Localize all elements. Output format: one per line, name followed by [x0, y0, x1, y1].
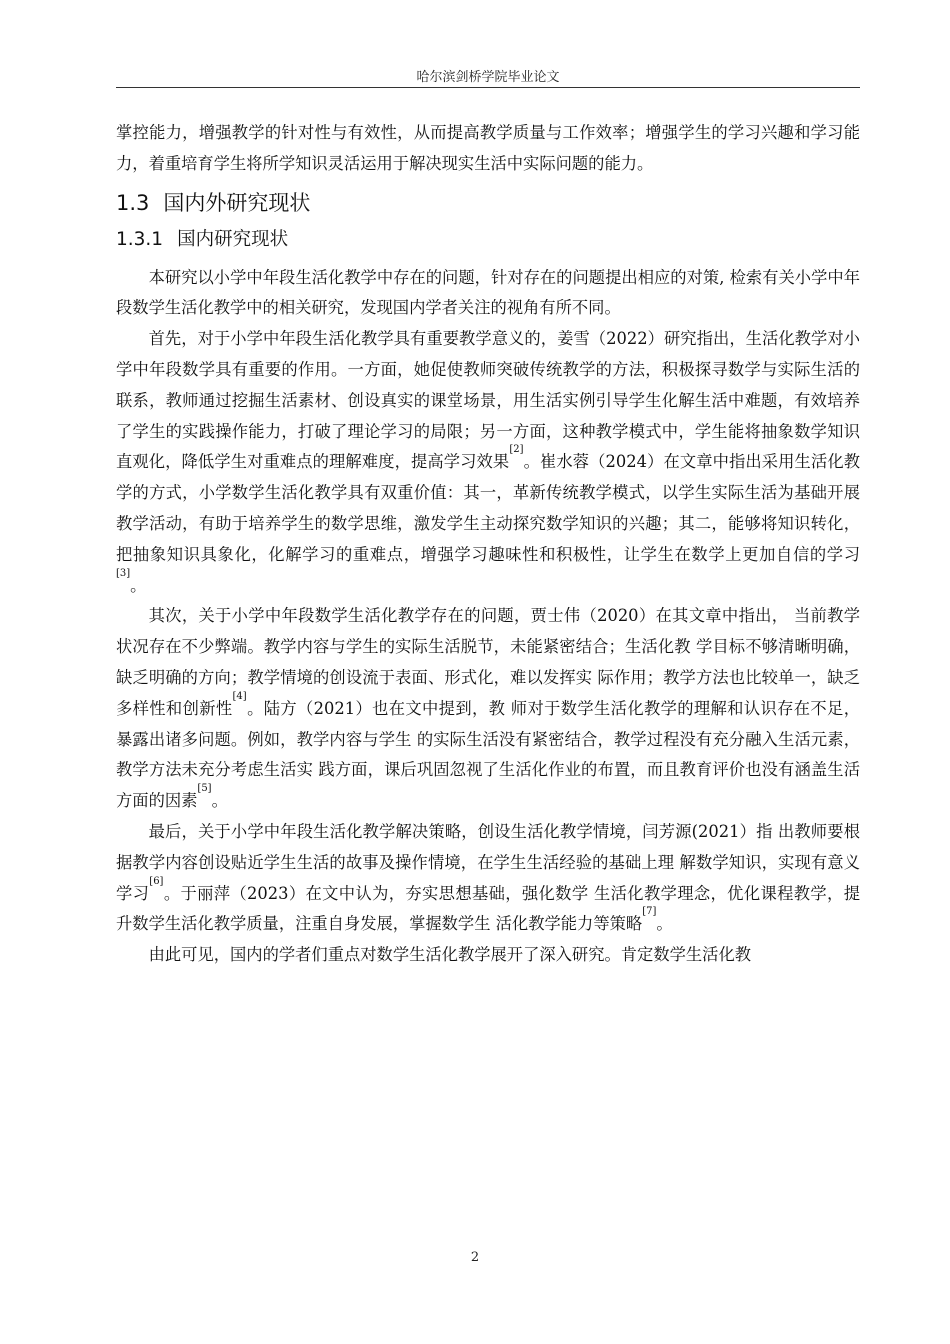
citation-ref: [4] — [232, 690, 247, 702]
paragraph-continued: 掌控能力，增强教学的针对性与有效性，从而提高教学质量与工作效率；增强学生的学习兴趣和学习能力，着重培育学生将所学知识灵活运用于解决现实生活中实际问题的能力。 — [116, 123, 860, 173]
citation-ref: [5] — [197, 783, 212, 795]
citation-ref: [7] — [642, 906, 657, 918]
section-number: 1.3 — [116, 190, 150, 215]
paragraph-text: 其次，关于小学中年段数学生活化教学存在的问题，贾士伟（2020）在其文章中指出， 当前教学状况存在不少弊端。教学内容与学生的实际生活脱节，未能紧密结合；生活化教 学目标不够清晰明确，缺乏明确的方向；教学情境的创设流于表面、形式化，难以发挥实 际作用；教学方法也比较单一，缺乏多样性和创新性 — [116, 606, 860, 718]
paragraph-text: 。 — [656, 914, 673, 934]
paragraph-text: 。崔水蓉（2024）在文章中指出采用生活化教学的方式，小学数学生活化教学具有双重价值：其一，革新传统教学模式，以学生实际生活为基础开展教学活动，有助于培养学生的数学思维，激发学生主动探究数学知识的兴趣；其二，能够将知识转化，把抽象知识具象化，化解学习的重难点，增强学习趣味性和积极性，让学生在数学上更加自信的学习 — [116, 452, 860, 564]
citation-ref: [2] — [509, 444, 524, 456]
page-number: 2 — [470, 1250, 480, 1265]
paragraph-text: 。陆方（2021）也在文中提到，教 师对于数学生活化教学的理解和认识存在不足，暴露出诸多问题。例如，教学内容与学生 的实际生活没有紧密结合，教学过程没有充分融入生活元素，教学方法未充分考虑生活实 践方面，课后巩固忽视了生活化作业的布置，而且教育评价也没有涵盖生活方面的因素 — [116, 698, 860, 811]
paragraph-text: 最后，关于小学中年段生活化教学解决策略，创设生活化教学情境，闫芳源(2021）指 出教师要根据教学内容创设贴近学生生活的故事及操作情境，在学生生活经验的基础上理 解数学知识，实现有意义学习 — [116, 821, 860, 903]
paragraph-text: 。 — [130, 575, 147, 595]
header-rule — [116, 87, 860, 88]
subsection-number: 1.3.1 — [116, 228, 164, 250]
paragraph-third — [116, 817, 860, 940]
paragraph-second — [116, 601, 860, 817]
citation-ref: [6] — [149, 875, 164, 887]
page-body — [116, 118, 860, 971]
paragraph-first — [116, 324, 860, 601]
paragraph-text: 首先，对于小学中年段生活化教学具有重要教学意义的，姜雪（2022）研究指出，生活化教学对小学中年段数学具有重要的作用。一方面，她促使教师突破传统教学的方法，积极探寻数学与实际生活的联系，教师通过挖掘生活素材、创设真实的课堂场景，用生活实例引导学生化解生活中难题，有效培养了学生的实践操作能力，打破了理论学习的局限；另一方面，这种教学模式中，学生能将抽象数学知识直观化，降低学生对重难点的理解难度，提高学习效果 — [116, 329, 860, 472]
subsection-title: 国内研究现状 — [177, 228, 289, 250]
paragraph-intro: 本研究以小学中年段生活化教学中存在的问题，针对存在的问题提出相应的对策, 检索有关小学中年段数学生活化教学中的相关研究，发现国内学者关注的视角有所不同。 — [116, 267, 860, 318]
paragraph-text: 。 — [211, 791, 228, 811]
section-title: 国内外研究现状 — [163, 190, 311, 215]
paragraph-conclusion: 由此可见，国内的学者们重点对数学生活化教学展开了深入研究。肯定数学生活化教 — [148, 945, 752, 965]
running-header: 哈尔滨剑桥学院毕业论文 — [416, 70, 560, 85]
subsection-heading — [116, 223, 860, 257]
citation-ref: [3] — [116, 567, 131, 579]
section-heading — [116, 187, 860, 219]
paragraph-text: 。于丽萍（2023）在文中认为，夯实思想基础，强化数学 生活化教学理念，优化课程教学，提升数学生活化教学质量，注重自身发展，掌握数学生 活化教学能力等策略 — [116, 883, 860, 934]
